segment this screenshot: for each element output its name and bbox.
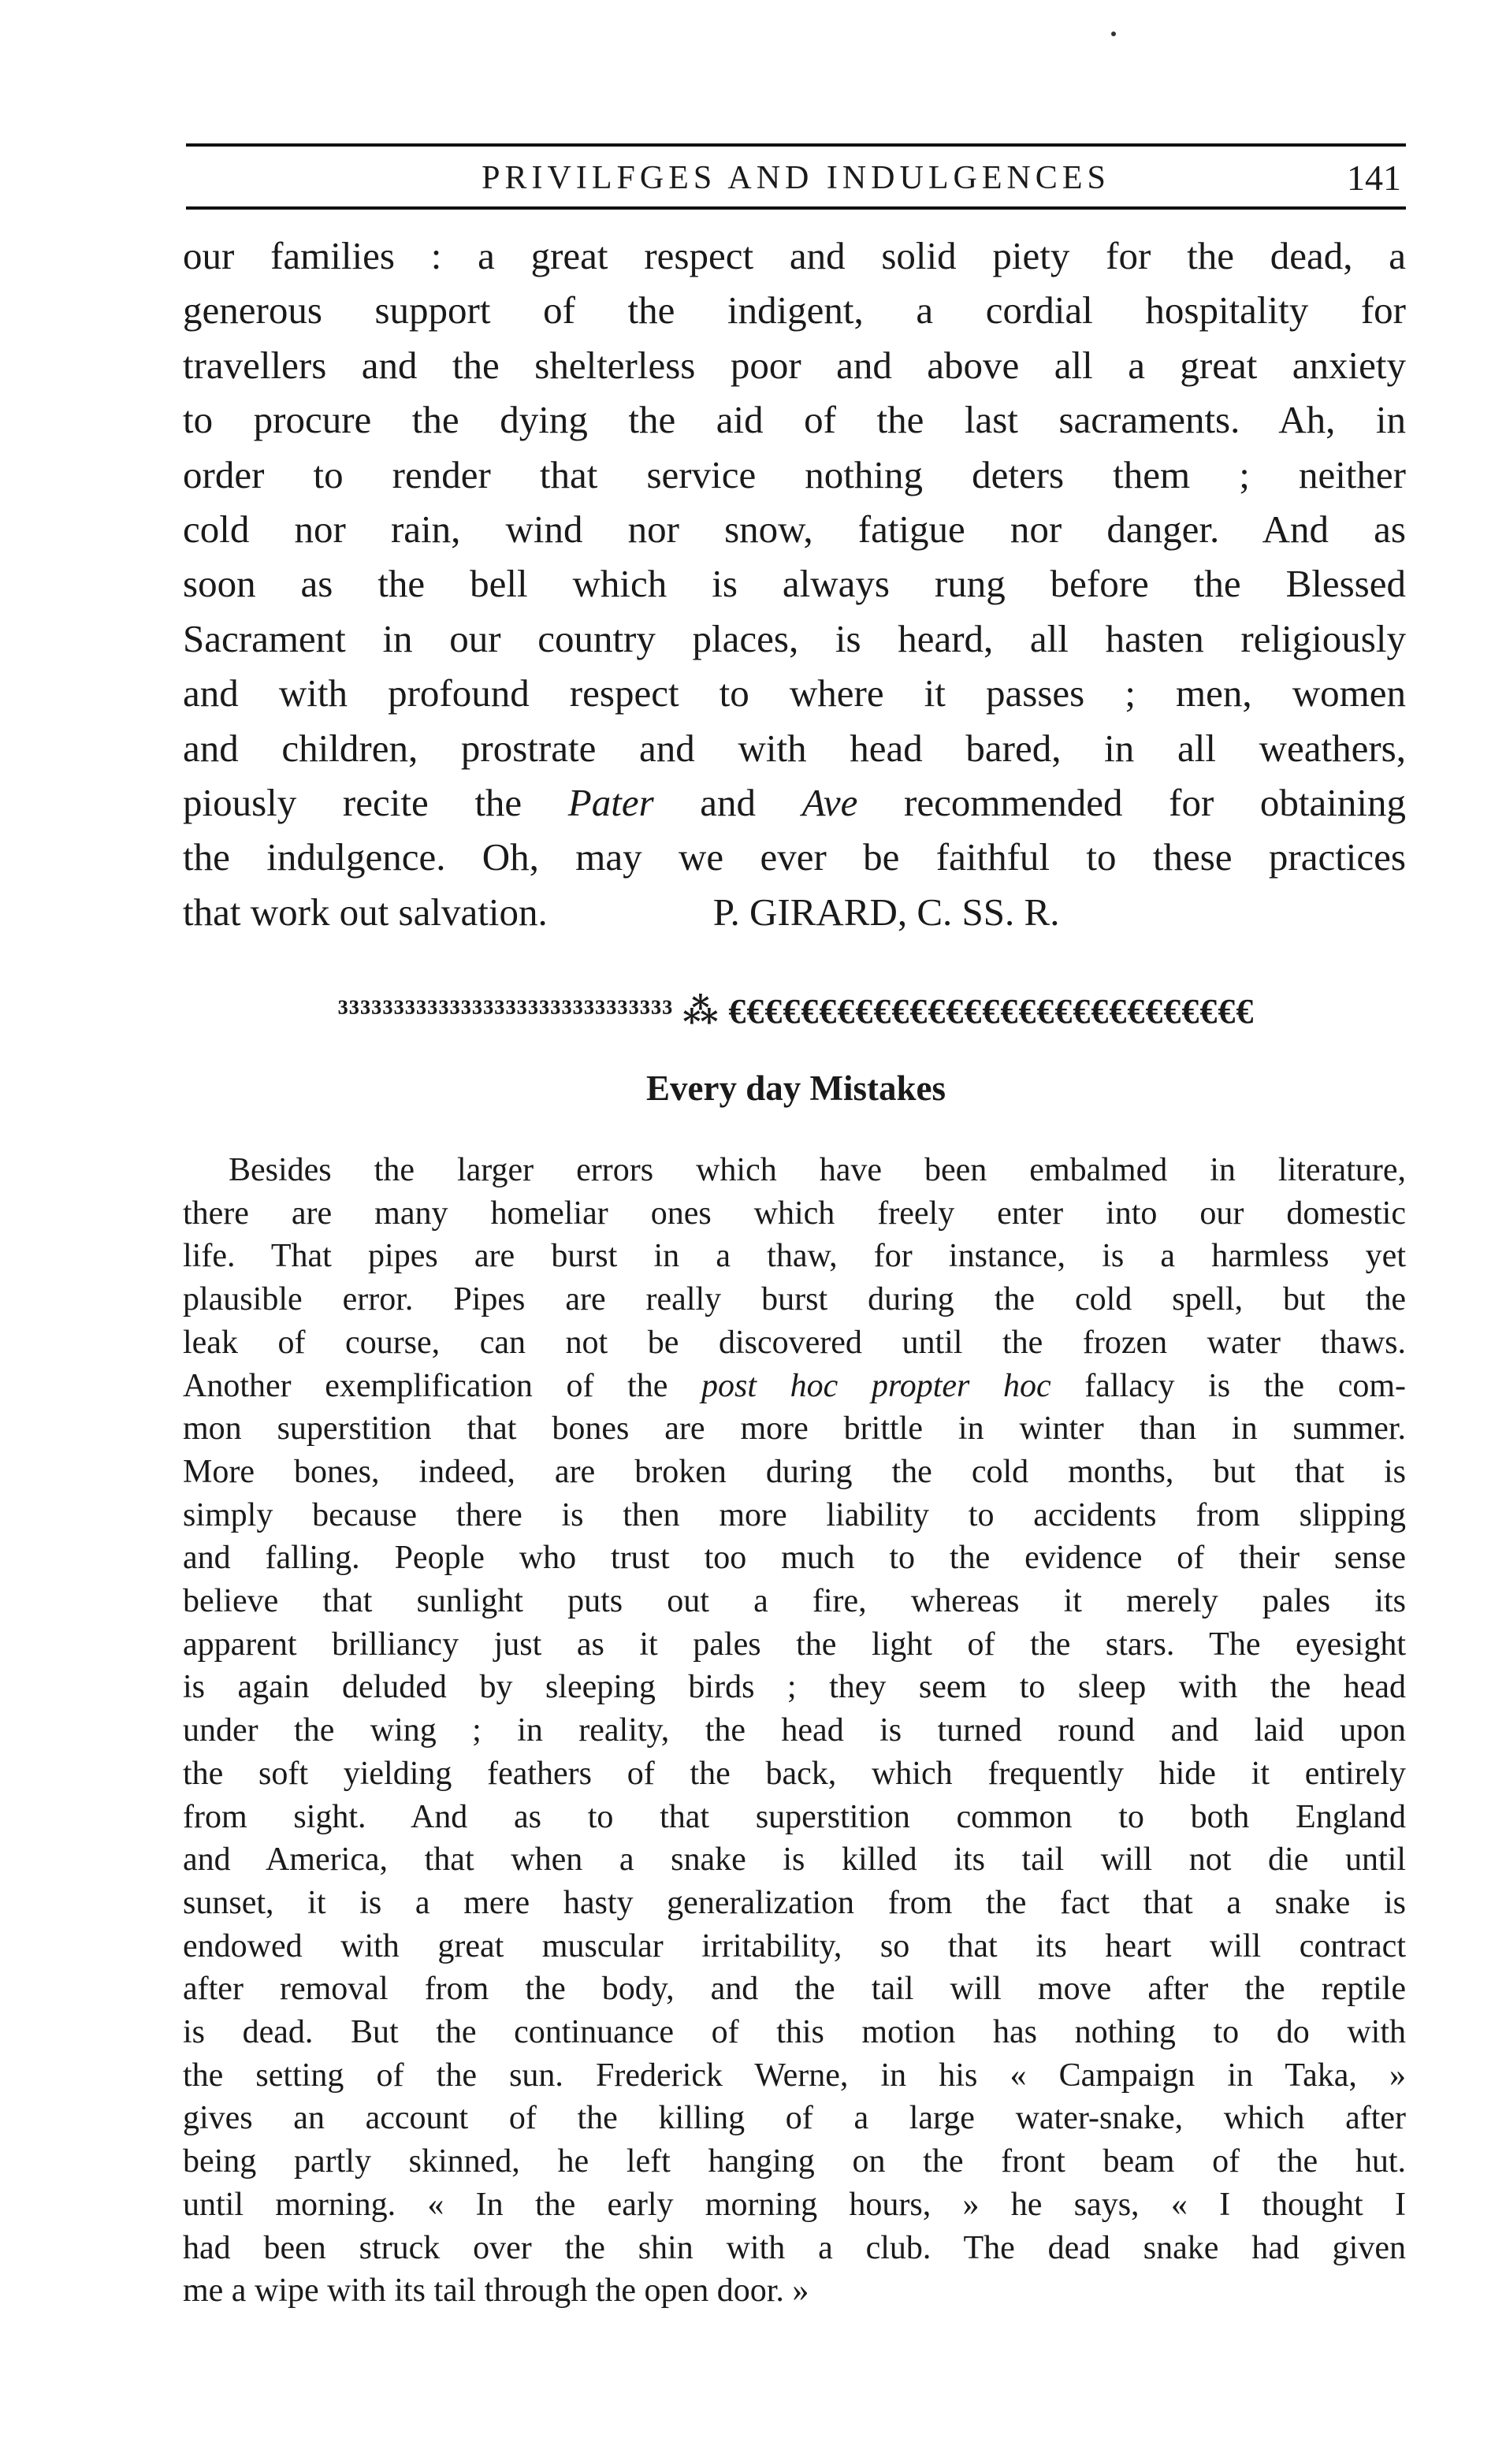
- text-line: the soft yielding feathers of the back, which frequently hide it entirely: [183, 1755, 1406, 1792]
- text-line: life. That pipes are burst in a thaw, for instance, is a harmless yet: [183, 1238, 1406, 1275]
- text-line: [183, 1149, 1406, 1192]
- text-line: apparent brilliancy just as it pales the light of the stars. The eyesight: [183, 1626, 1406, 1663]
- text-line: and America, that when a snake is killed its tail will not die until: [183, 1841, 1406, 1879]
- text-run: fallacy is the com-: [1050, 1367, 1406, 1404]
- running-head: [186, 154, 1406, 202]
- text-line-with-italics: [183, 1365, 1406, 1408]
- text-run: Besides the larger errors which have been embalmed in literature,: [229, 1152, 1406, 1188]
- text-line: leak of course, can not be discovered until the frozen water thaws.: [183, 1324, 1406, 1361]
- text-line: and falling. People who trust too much to the evidence of their sense: [183, 1540, 1406, 1577]
- text-line: there are many homeliar ones which freely enter into our domestic: [183, 1195, 1406, 1232]
- text-line: Sacrament in our country places, is heard, all hasten religiously: [183, 616, 1406, 660]
- italic-term-ave: Ave: [801, 781, 858, 825]
- text-line: being partly skinned, he left hanging on the front beam of the hut.: [183, 2143, 1406, 2180]
- text-line: and with profound respect to where it passes ; men, women: [183, 671, 1406, 715]
- text-line: our families : a great respect and solid piety for the dead, a: [183, 234, 1406, 277]
- text-line: cold nor rain, wind nor snow, fatigue nor danger. And as: [183, 507, 1406, 552]
- text-line: to procure the dying the aid of the last sacraments. Ah, in: [183, 398, 1406, 442]
- text-line: after removal from the body, and the tail will move after the reptile: [183, 1971, 1406, 2008]
- italic-phrase: post hoc propter hoc: [701, 1367, 1051, 1404]
- text-line: sunset, it is a mere hasty generalization from the fact that a snake is: [183, 1884, 1406, 1921]
- text-line: is dead. But the continuance of this motion has nothing to do with: [183, 2014, 1406, 2051]
- text-line: under the wing ; in reality, the head is turned round and laid upon: [183, 1712, 1406, 1749]
- text-line: More bones, indeed, are broken during the cold months, but that is: [183, 1453, 1406, 1490]
- text-line: me a wipe with its tail through the open door. »: [183, 2273, 809, 2310]
- text-line: is again deluded by sleeping birds ; they seem to sleep with the head: [183, 1669, 1406, 1706]
- closing-line: [183, 885, 1406, 939]
- body-paragraph-2: [183, 1149, 1406, 2313]
- text-line: and children, prostrate and with head bared, in all weathers,: [183, 726, 1406, 770]
- text-line: believe that sunlight puts out a fire, whereas it merely pales its: [183, 1583, 1406, 1620]
- text-line: plausible error. Pipes are really burst during the cold spell, but the: [183, 1281, 1406, 1318]
- author-signature: P. GIRARD, C. SS. R.: [712, 890, 1060, 934]
- section-title: Every day Mistakes: [646, 1068, 946, 1108]
- text-line: mon superstition that bones are more brittle in winter than in summer.: [183, 1410, 1406, 1448]
- text-line: the setting of the sun. Frederick Werne, in his « Campaign in Taka, »: [183, 2057, 1406, 2094]
- text-line: the indulgence. Oh, may we ever be faithful to these practices: [183, 835, 1406, 879]
- ornamental-divider: ³³³³³³³³³³³³³³³³³³³³³³³³³³³³³³ ⁂ €€€€€€€€€€€€€€€€€€€€€€€€€€€€€: [337, 991, 1255, 1031]
- text-run: and: [653, 781, 802, 825]
- text-line: had been struck over the shin with a club. The dead snake had given: [183, 2229, 1406, 2266]
- body-paragraph-1: [183, 229, 1406, 939]
- text-line: from sight. And as to that superstition common to both England: [183, 1798, 1406, 1835]
- header-rule-bottom: [186, 206, 1406, 210]
- text-line-with-italics: [183, 775, 1406, 830]
- text-line: simply because there is then more liability to accidents from slipping: [183, 1496, 1406, 1533]
- text-run: Another exemplification of the: [183, 1367, 701, 1404]
- text-line: until morning. « In the early morning hours, » he says, « I thought I: [183, 2186, 1406, 2223]
- page-number: 141: [1347, 158, 1401, 198]
- print-speck: [1111, 32, 1116, 36]
- text-run: piously recite the: [183, 781, 568, 825]
- text-line: endowed with great muscular irritability, so that its heart will contract: [183, 1927, 1406, 1964]
- header-rule-top: [186, 143, 1406, 147]
- running-title: PRIVILFGES AND INDULGENCES: [482, 160, 1110, 196]
- text-line: gives an account of the killing of a large water-snake, which after: [183, 2100, 1406, 2137]
- text-line: order to render that service nothing deters them ; neither: [183, 452, 1406, 496]
- italic-term-pater: Pater: [567, 781, 654, 825]
- text-line: soon as the bell which is always rung before the Blessed: [183, 562, 1406, 606]
- text-run: that work out salvation.: [183, 890, 548, 934]
- text-line: travellers and the shelterless poor and above all a great anxiety: [183, 343, 1406, 387]
- text-line: generous support of the indigent, a cordial hospitality for: [183, 288, 1406, 333]
- text-run: recommended for obtaining: [857, 781, 1406, 825]
